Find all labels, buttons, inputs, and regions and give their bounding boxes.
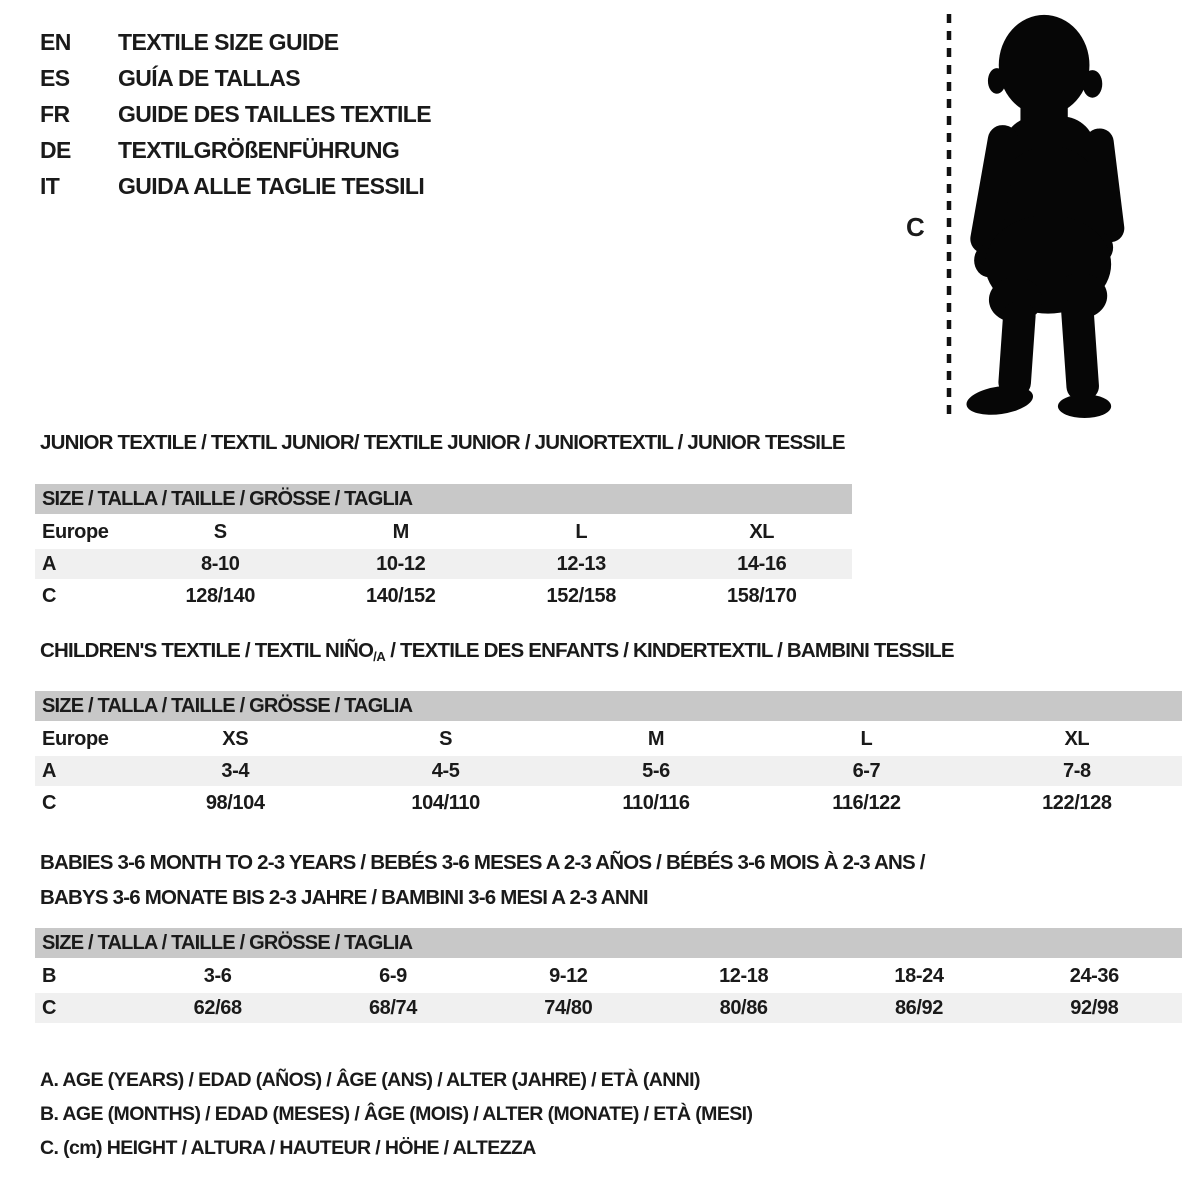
lang-row-de xyxy=(40,132,431,168)
age-cell: 8-10 xyxy=(201,552,240,575)
babies-row-months xyxy=(35,961,1182,991)
height-cell: 152/158 xyxy=(546,584,616,607)
junior-table-size-header: SIZE / TALLA / TAILLE / GRÖSSE / TAGLIA xyxy=(35,484,852,514)
babies-size-table xyxy=(35,928,1182,1025)
age-cell: 5-6 xyxy=(642,759,670,782)
children-row-height xyxy=(35,788,1182,818)
lang-code-en: EN xyxy=(40,28,71,55)
lang-row-fr xyxy=(40,96,431,132)
height-cell: 122/128 xyxy=(1042,791,1112,814)
height-cell: 104/110 xyxy=(411,791,480,814)
guide-title-en: TEXTILE SIZE GUIDE xyxy=(118,28,339,55)
row-label-c: C xyxy=(42,584,57,607)
row-label-a: A xyxy=(42,552,57,575)
height-measure-letter: C xyxy=(906,212,925,242)
height-cell: 92/98 xyxy=(1070,996,1119,1019)
months-cell: 6-9 xyxy=(379,964,407,987)
row-label-c: C xyxy=(42,996,57,1019)
age-cell: 6-7 xyxy=(852,759,881,782)
height-cell: 158/170 xyxy=(727,584,797,607)
height-cell: 62/68 xyxy=(193,996,242,1019)
height-cell: 68/74 xyxy=(368,996,418,1019)
babies-table-size-header: SIZE / TALLA / TAILLE / GRÖSSE / TAGLIA xyxy=(35,928,1182,958)
lang-code-fr: FR xyxy=(40,100,70,127)
age-cell: 14-16 xyxy=(737,552,787,575)
junior-row-europe xyxy=(35,517,852,547)
months-cell: 12-18 xyxy=(719,964,769,987)
guide-title-fr: GUIDE DES TAILLES TEXTILE xyxy=(118,100,431,127)
lang-row-es xyxy=(40,60,431,96)
babies-section-title xyxy=(40,845,925,915)
height-cell: 140/152 xyxy=(366,584,436,607)
size-cell: S xyxy=(213,520,227,543)
lang-code-de: DE xyxy=(40,136,71,163)
children-title-prefix: CHILDREN'S TEXTILE / TEXTIL NIÑO xyxy=(40,639,374,662)
children-section-title xyxy=(40,639,954,663)
size-cell: L xyxy=(860,727,873,750)
height-cell: 80/86 xyxy=(719,996,768,1019)
size-cell: S xyxy=(439,727,453,750)
height-cell: 86/92 xyxy=(894,996,943,1019)
months-cell: 18-24 xyxy=(894,964,944,987)
legend-line-b: B. AGE (MONTHS) / EDAD (MESES) / ÂGE (MOIS) / ALTER (MONATE) / ETÀ (MESI) xyxy=(40,1103,753,1125)
children-title-suffix: / TEXTILE DES ENFANTS / KINDERTEXTIL / BAMBINI TESSILE xyxy=(385,639,954,662)
size-cell: L xyxy=(575,520,588,543)
height-cell: 98/104 xyxy=(205,791,265,814)
height-cell: 110/116 xyxy=(622,791,690,814)
region-label: Europe xyxy=(42,520,109,543)
size-cell: XL xyxy=(749,520,775,543)
guide-title-de: TEXTILGRÖßENFÜHRUNG xyxy=(118,136,400,163)
children-row-europe xyxy=(35,724,1182,754)
height-cell: 74/80 xyxy=(544,996,593,1019)
children-size-table xyxy=(35,691,1182,820)
height-cell: 128/140 xyxy=(185,584,255,607)
junior-section-title: JUNIOR TEXTILE / TEXTIL JUNIOR/ TEXTILE JUNIOR / JUNIORTEXTIL / JUNIOR TESSILE xyxy=(40,431,845,454)
guide-title-it: GUIDA ALLE TAGLIE TESSILI xyxy=(118,172,425,199)
measurement-legend xyxy=(40,1063,752,1165)
size-cell: XS xyxy=(222,727,249,750)
size-cell: XL xyxy=(1064,727,1090,750)
lang-code-it: IT xyxy=(40,172,60,199)
size-cell: M xyxy=(647,727,665,750)
age-cell: 12-13 xyxy=(556,552,606,575)
babies-title-line2: BABYS 3-6 MONATE BIS 2-3 JAHRE / BAMBINI 3-6 MESI A 2-3 ANNI xyxy=(40,886,648,909)
legend-line-c: C. (cm) HEIGHT / ALTURA / HAUTEUR / HÖHE / ALTEZZA xyxy=(40,1137,536,1159)
row-label-a: A xyxy=(42,759,57,782)
size-cell: M xyxy=(392,520,409,543)
children-row-age xyxy=(35,756,1182,786)
junior-row-age xyxy=(35,549,852,579)
junior-row-height xyxy=(35,581,852,611)
months-cell: 24-36 xyxy=(1069,964,1119,987)
toddler-silhouette-image xyxy=(952,8,1152,422)
region-label: Europe xyxy=(42,727,109,750)
row-label-b: B xyxy=(42,964,57,987)
lang-row-it xyxy=(40,168,431,204)
age-cell: 4-5 xyxy=(431,759,460,782)
age-cell: 10-12 xyxy=(376,552,426,575)
age-cell: 3-4 xyxy=(221,759,250,782)
children-title-subscript: /A xyxy=(373,649,386,664)
lang-row-en xyxy=(40,24,431,60)
lang-code-es: ES xyxy=(40,64,70,91)
height-cell: 116/122 xyxy=(832,791,901,814)
legend-line-a: A. AGE (YEARS) / EDAD (AÑOS) / ÂGE (ANS) / ALTER (JAHRE) / ETÀ (ANNI) xyxy=(40,1069,700,1091)
language-title-list xyxy=(40,24,431,204)
babies-title-line1: BABIES 3-6 MONTH TO 2-3 YEARS / BEBÉS 3-6 MESES A 2-3 AÑOS / BÉBÉS 3-6 MOIS À 2-3 ANS / xyxy=(40,851,925,874)
months-cell: 3-6 xyxy=(203,964,232,987)
babies-row-height xyxy=(35,993,1182,1023)
months-cell: 9-12 xyxy=(549,964,588,987)
guide-title-es: GUÍA DE TALLAS xyxy=(118,64,300,91)
row-label-c: C xyxy=(42,791,57,814)
junior-size-table xyxy=(35,484,852,613)
children-table-size-header: SIZE / TALLA / TAILLE / GRÖSSE / TAGLIA xyxy=(35,691,1182,721)
age-cell: 7-8 xyxy=(1062,759,1091,782)
